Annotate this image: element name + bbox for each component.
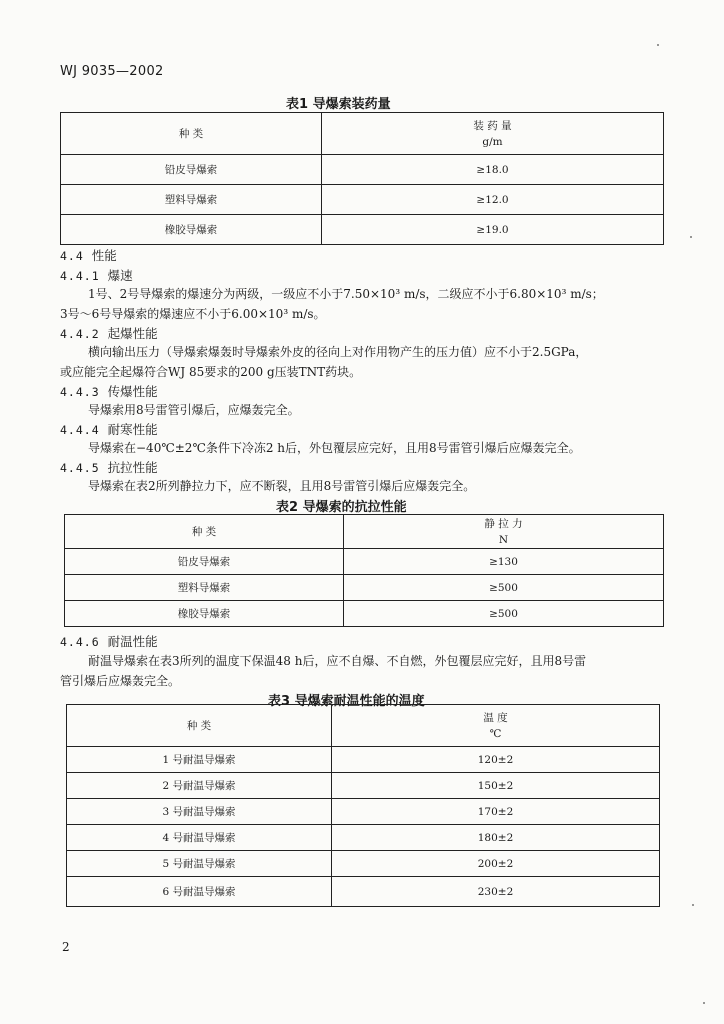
table-row <box>67 799 660 825</box>
section-title: 耐寒性能 <box>107 422 158 437</box>
table2 <box>64 514 664 627</box>
table3-type-cell: 4 号耐温导爆索 <box>67 825 332 851</box>
table-row <box>67 825 660 851</box>
scan-speck <box>703 1002 705 1004</box>
scan-speck <box>690 236 692 238</box>
table3-col2-header <box>332 705 660 747</box>
table3-value-cell: 170±2 <box>332 799 660 825</box>
section-title: 爆速 <box>107 268 133 283</box>
paragraph-line: 1号、2号导爆索的爆速分为两级，一级应不小于7.50×10³ m/s，二级应不小于6.80×10³ m/s； <box>88 287 604 301</box>
table1-caption: 表1 导爆索装药量 <box>286 97 391 112</box>
paragraph-line: 或应能完全起爆符合WJ 85要求的200 g压装TNT药块。 <box>60 365 362 379</box>
section-number: 4.4.3 <box>60 385 100 399</box>
page-number: 2 <box>62 940 70 954</box>
section-title: 耐温性能 <box>107 634 158 649</box>
table2-value-cell: ≥500 <box>344 601 664 627</box>
table2-caption: 表2 导爆索的抗拉性能 <box>276 500 407 515</box>
table3-type-cell: 3 号耐温导爆索 <box>67 799 332 825</box>
section-title: 传爆性能 <box>107 384 158 399</box>
table1-value-cell: ≥12.0 <box>322 185 664 215</box>
paragraph-line: 横向输出压力（导爆索爆轰时导爆索外皮的径向上对作用物产生的压力值）应不小于2.5GPa， <box>88 345 588 359</box>
table2-col2-header-line1: 静 拉 力 <box>484 517 523 530</box>
table3 <box>66 704 660 907</box>
section-4-4-5 <box>60 458 158 476</box>
table2-col2-header <box>344 515 664 549</box>
table-row <box>61 185 664 215</box>
table1-type-cell: 橡胶导爆索 <box>61 215 322 245</box>
paragraph-line: 导爆索在表2所列静拉力下，应不断裂，且用8号雷管引爆后应爆轰完全。 <box>88 479 476 493</box>
standard-number: WJ 9035—2002 <box>60 64 164 79</box>
table3-value-cell: 230±2 <box>332 877 660 907</box>
table-row <box>67 747 660 773</box>
table2-col1-header: 种 类 <box>65 515 344 549</box>
table-row <box>67 773 660 799</box>
table-header-row <box>65 515 664 549</box>
section-number: 4.4.1 <box>60 269 100 283</box>
table3-type-cell: 5 号耐温导爆索 <box>67 851 332 877</box>
section-number: 4.4.5 <box>60 461 100 475</box>
section-4-4-6 <box>60 632 158 650</box>
paragraph-line: 导爆索用8号雷管引爆后，应爆轰完全。 <box>88 403 300 417</box>
table2-type-cell: 塑料导爆索 <box>65 575 344 601</box>
table3-value-cell: 200±2 <box>332 851 660 877</box>
table3-value-cell: 120±2 <box>332 747 660 773</box>
table-row <box>67 851 660 877</box>
table-row <box>61 215 664 245</box>
table-row <box>65 549 664 575</box>
section-number: 4.4.2 <box>60 327 100 341</box>
table2-type-cell: 橡胶导爆索 <box>65 601 344 627</box>
table-row <box>61 155 664 185</box>
table1-type-cell: 塑料导爆索 <box>61 185 322 215</box>
table3-caption: 表3 导爆索耐温性能的温度 <box>268 694 425 709</box>
section-number: 4.4.4 <box>60 423 100 437</box>
table1 <box>60 112 664 245</box>
table3-value-cell: 150±2 <box>332 773 660 799</box>
table1-value-cell: ≥19.0 <box>322 215 664 245</box>
section-title: 性能 <box>91 248 117 263</box>
scan-speck <box>657 44 659 46</box>
table-row <box>65 575 664 601</box>
paragraph-line: 导爆索在−40℃±2℃条件下冷冻2 h后，外包覆层应完好，且用8号雷管引爆后应爆轰完全。 <box>88 441 581 455</box>
table-header-row <box>67 705 660 747</box>
table2-value-cell: ≥500 <box>344 575 664 601</box>
table1-col2-header-line1: 装 药 量 <box>473 119 512 132</box>
table1-col2-header-line2: g/m <box>482 135 503 148</box>
section-number: 4.4 <box>60 249 84 263</box>
table-row <box>67 877 660 907</box>
table3-type-cell: 6 号耐温导爆索 <box>67 877 332 907</box>
table-header-row <box>61 113 664 155</box>
table2-value-cell: ≥130 <box>344 549 664 575</box>
table-row <box>65 601 664 627</box>
table3-col2-header-line1: 温 度 <box>483 711 508 724</box>
table3-type-cell: 1 号耐温导爆索 <box>67 747 332 773</box>
table3-col2-header-line2: ℃ <box>489 727 502 740</box>
paragraph-line: 管引爆后应爆轰完全。 <box>60 674 181 688</box>
table3-type-cell: 2 号耐温导爆索 <box>67 773 332 799</box>
table1-type-cell: 铅皮导爆索 <box>61 155 322 185</box>
table3-value-cell: 180±2 <box>332 825 660 851</box>
table1-col2-header <box>322 113 664 155</box>
section-4-4-1 <box>60 266 133 284</box>
section-4-4 <box>60 246 117 264</box>
table2-type-cell: 铅皮导爆索 <box>65 549 344 575</box>
section-4-4-4 <box>60 420 158 438</box>
table1-col1-header: 种 类 <box>61 113 322 155</box>
scan-speck <box>692 904 694 906</box>
table3-col1-header: 种 类 <box>67 705 332 747</box>
table2-col2-header-line2: N <box>498 533 509 546</box>
section-number: 4.4.6 <box>60 635 100 649</box>
section-4-4-3 <box>60 382 158 400</box>
section-title: 抗拉性能 <box>107 460 158 475</box>
paragraph-line: 耐温导爆索在表3所列的温度下保温48 h后，应不自爆、不自燃，外包覆层应完好，且用8号雷 <box>88 654 587 668</box>
section-4-4-2 <box>60 324 158 342</box>
paragraph-line: 3号～6号导爆索的爆速应不小于6.00×10³ m/s。 <box>60 307 326 321</box>
section-title: 起爆性能 <box>107 326 158 341</box>
table1-value-cell: ≥18.0 <box>322 155 664 185</box>
